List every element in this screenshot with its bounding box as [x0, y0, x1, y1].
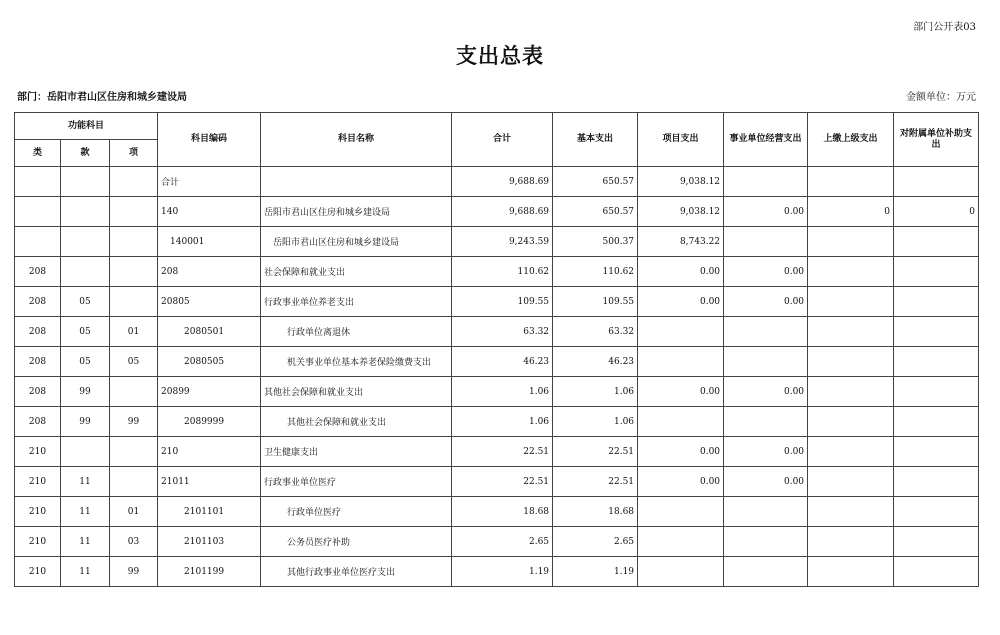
cell-business: [724, 557, 808, 587]
cell-upper: [808, 377, 894, 407]
cell-total: 63.32: [452, 317, 553, 347]
cell-kuan: 99: [61, 407, 110, 437]
cell-total: 22.51: [452, 467, 553, 497]
cell-name: 社会保障和就业支出: [261, 257, 452, 287]
cell-total: 2.65: [452, 527, 553, 557]
cell-kuan: 05: [61, 347, 110, 377]
form-number: 部门公开表03: [913, 22, 976, 33]
header-subject-name: 科目名称: [261, 113, 452, 167]
page-title: 支出总表: [456, 44, 544, 68]
cell-basic: 650.57: [553, 197, 638, 227]
cell-lei: 208: [15, 287, 61, 317]
header-subject-code: 科目编码: [158, 113, 261, 167]
cell-code: 2089999: [158, 407, 261, 437]
cell-basic: 500.37: [553, 227, 638, 257]
cell-project: [638, 317, 724, 347]
cell-lei: [15, 167, 61, 197]
header-total: 合计: [452, 113, 553, 167]
cell-kuan: [61, 227, 110, 257]
cell-business: [724, 227, 808, 257]
cell-lei: 208: [15, 257, 61, 287]
cell-basic: 22.51: [553, 467, 638, 497]
cell-code: 2080501: [158, 317, 261, 347]
header-lei: 类: [15, 140, 61, 167]
cell-upper: [808, 227, 894, 257]
cell-xiang: [110, 167, 158, 197]
cell-upper: [808, 257, 894, 287]
cell-lei: 210: [15, 467, 61, 497]
cell-xiang: 99: [110, 407, 158, 437]
cell-kuan: 05: [61, 287, 110, 317]
header-upper-remittance: 上缴上级支出: [808, 113, 894, 167]
cell-upper: [808, 317, 894, 347]
cell-subsidy: [894, 557, 979, 587]
cell-upper: [808, 527, 894, 557]
cell-name: [261, 167, 452, 197]
cell-kuan: 11: [61, 497, 110, 527]
table-row: [15, 437, 979, 467]
cell-name: 行政单位离退休: [261, 317, 452, 347]
cell-basic: 22.51: [553, 437, 638, 467]
cell-project: 9,038.12: [638, 167, 724, 197]
cell-upper: [808, 497, 894, 527]
cell-project: 0.00: [638, 437, 724, 467]
header-kuan: 款: [61, 140, 110, 167]
cell-kuan: 05: [61, 317, 110, 347]
cell-subsidy: [894, 167, 979, 197]
cell-kuan: 99: [61, 377, 110, 407]
table-row: [15, 347, 979, 377]
table-row: [15, 227, 979, 257]
cell-basic: 109.55: [553, 287, 638, 317]
header-xiang: 项: [110, 140, 158, 167]
header-business-expenditure: 事业单位经营支出: [724, 113, 808, 167]
cell-xiang: [110, 257, 158, 287]
cell-kuan: 11: [61, 467, 110, 497]
cell-xiang: [110, 377, 158, 407]
cell-name: 岳阳市君山区住房和城乡建设局: [261, 197, 452, 227]
table-row: [15, 557, 979, 587]
cell-code: 20805: [158, 287, 261, 317]
cell-upper: [808, 437, 894, 467]
table-row: [15, 287, 979, 317]
cell-total: 18.68: [452, 497, 553, 527]
cell-lei: 208: [15, 347, 61, 377]
cell-project: 0.00: [638, 377, 724, 407]
cell-kuan: [61, 437, 110, 467]
cell-basic: 1.19: [553, 557, 638, 587]
cell-total: 1.06: [452, 407, 553, 437]
header-function-subject: 功能科目: [15, 113, 158, 140]
table-row: [15, 257, 979, 287]
cell-code: 2101103: [158, 527, 261, 557]
cell-total: 1.06: [452, 377, 553, 407]
cell-name: 卫生健康支出: [261, 437, 452, 467]
cell-xiang: 99: [110, 557, 158, 587]
cell-name: 行政事业单位养老支出: [261, 287, 452, 317]
table-row: [15, 527, 979, 557]
cell-kuan: 11: [61, 527, 110, 557]
cell-subsidy: [894, 317, 979, 347]
cell-project: 0.00: [638, 257, 724, 287]
department-label: 部门：岳阳市君山区住房和城乡建设局: [17, 92, 187, 103]
cell-lei: 208: [15, 407, 61, 437]
cell-project: 8,743.22: [638, 227, 724, 257]
cell-xiang: 05: [110, 347, 158, 377]
header-project-expenditure: 项目支出: [638, 113, 724, 167]
cell-code: 20899: [158, 377, 261, 407]
cell-business: [724, 317, 808, 347]
cell-code: 21011: [158, 467, 261, 497]
cell-lei: 208: [15, 317, 61, 347]
cell-business: 0.00: [724, 257, 808, 287]
cell-upper: 0: [808, 197, 894, 227]
cell-name: 公务员医疗补助: [261, 527, 452, 557]
cell-total: 109.55: [452, 287, 553, 317]
amount-unit-label: 金额单位：万元: [906, 92, 976, 103]
cell-xiang: 03: [110, 527, 158, 557]
cell-total: 110.62: [452, 257, 553, 287]
cell-business: 0.00: [724, 467, 808, 497]
cell-subsidy: [894, 257, 979, 287]
cell-basic: 1.06: [553, 407, 638, 437]
cell-xiang: [110, 197, 158, 227]
cell-lei: [15, 227, 61, 257]
cell-name: 行政单位医疗: [261, 497, 452, 527]
cell-name: 其他社会保障和就业支出: [261, 407, 452, 437]
cell-xiang: [110, 437, 158, 467]
cell-code: 2101199: [158, 557, 261, 587]
cell-total: 9,688.69: [452, 197, 553, 227]
cell-name: 行政事业单位医疗: [261, 467, 452, 497]
cell-basic: 110.62: [553, 257, 638, 287]
header-basic-expenditure: 基本支出: [553, 113, 638, 167]
cell-project: 9,038.12: [638, 197, 724, 227]
cell-subsidy: [894, 467, 979, 497]
cell-subsidy: [894, 347, 979, 377]
cell-xiang: [110, 467, 158, 497]
header-subsidiary-subsidy: 对附属单位补助支出: [894, 113, 979, 167]
cell-project: [638, 527, 724, 557]
cell-basic: 1.06: [553, 377, 638, 407]
cell-subsidy: [894, 407, 979, 437]
cell-kuan: [61, 197, 110, 227]
cell-basic: 2.65: [553, 527, 638, 557]
cell-project: [638, 557, 724, 587]
cell-subsidy: [894, 497, 979, 527]
cell-lei: 210: [15, 527, 61, 557]
table-row: [15, 377, 979, 407]
cell-project: 0.00: [638, 467, 724, 497]
expenditure-table: [14, 112, 979, 587]
cell-kuan: 11: [61, 557, 110, 587]
cell-kuan: [61, 257, 110, 287]
cell-business: 0.00: [724, 287, 808, 317]
cell-upper: [808, 347, 894, 377]
cell-code: 2080505: [158, 347, 261, 377]
cell-lei: [15, 197, 61, 227]
cell-basic: 18.68: [553, 497, 638, 527]
cell-name: 其他行政事业单位医疗支出: [261, 557, 452, 587]
cell-name: 其他社会保障和就业支出: [261, 377, 452, 407]
cell-basic: 63.32: [553, 317, 638, 347]
cell-code: 208: [158, 257, 261, 287]
cell-business: [724, 167, 808, 197]
cell-upper: [808, 287, 894, 317]
cell-code: 140: [158, 197, 261, 227]
cell-lei: 208: [15, 377, 61, 407]
cell-total: 9,243.59: [452, 227, 553, 257]
cell-upper: [808, 407, 894, 437]
table-row: [15, 467, 979, 497]
cell-name: 岳阳市君山区住房和城乡建设局: [261, 227, 452, 257]
cell-xiang: 01: [110, 317, 158, 347]
cell-subsidy: [894, 527, 979, 557]
cell-total: 9,688.69: [452, 167, 553, 197]
cell-total: 1.19: [452, 557, 553, 587]
cell-subsidy: [894, 437, 979, 467]
cell-code: 合计: [158, 167, 261, 197]
cell-code: 210: [158, 437, 261, 467]
cell-basic: 46.23: [553, 347, 638, 377]
table-row: [15, 167, 979, 197]
cell-project: 0.00: [638, 287, 724, 317]
cell-subsidy: 0: [894, 197, 979, 227]
cell-business: 0.00: [724, 197, 808, 227]
cell-subsidy: [894, 227, 979, 257]
cell-basic: 650.57: [553, 167, 638, 197]
cell-kuan: [61, 167, 110, 197]
cell-business: 0.00: [724, 437, 808, 467]
cell-total: 22.51: [452, 437, 553, 467]
cell-lei: 210: [15, 557, 61, 587]
cell-xiang: 01: [110, 497, 158, 527]
cell-business: [724, 497, 808, 527]
cell-code: 2101101: [158, 497, 261, 527]
cell-lei: 210: [15, 497, 61, 527]
cell-xiang: [110, 227, 158, 257]
cell-subsidy: [894, 287, 979, 317]
table-row: [15, 407, 979, 437]
cell-business: 0.00: [724, 377, 808, 407]
cell-xiang: [110, 287, 158, 317]
cell-project: [638, 347, 724, 377]
cell-business: [724, 407, 808, 437]
table-row: [15, 197, 979, 227]
cell-project: [638, 407, 724, 437]
table-row: [15, 497, 979, 527]
table-row: [15, 317, 979, 347]
cell-business: [724, 347, 808, 377]
cell-upper: [808, 557, 894, 587]
cell-subsidy: [894, 377, 979, 407]
cell-name: 机关事业单位基本养老保险缴费支出: [261, 347, 452, 377]
cell-lei: 210: [15, 437, 61, 467]
cell-upper: [808, 167, 894, 197]
cell-project: [638, 497, 724, 527]
cell-total: 46.23: [452, 347, 553, 377]
cell-upper: [808, 467, 894, 497]
cell-code: 140001: [158, 227, 261, 257]
cell-business: [724, 527, 808, 557]
table-body: [15, 167, 979, 587]
